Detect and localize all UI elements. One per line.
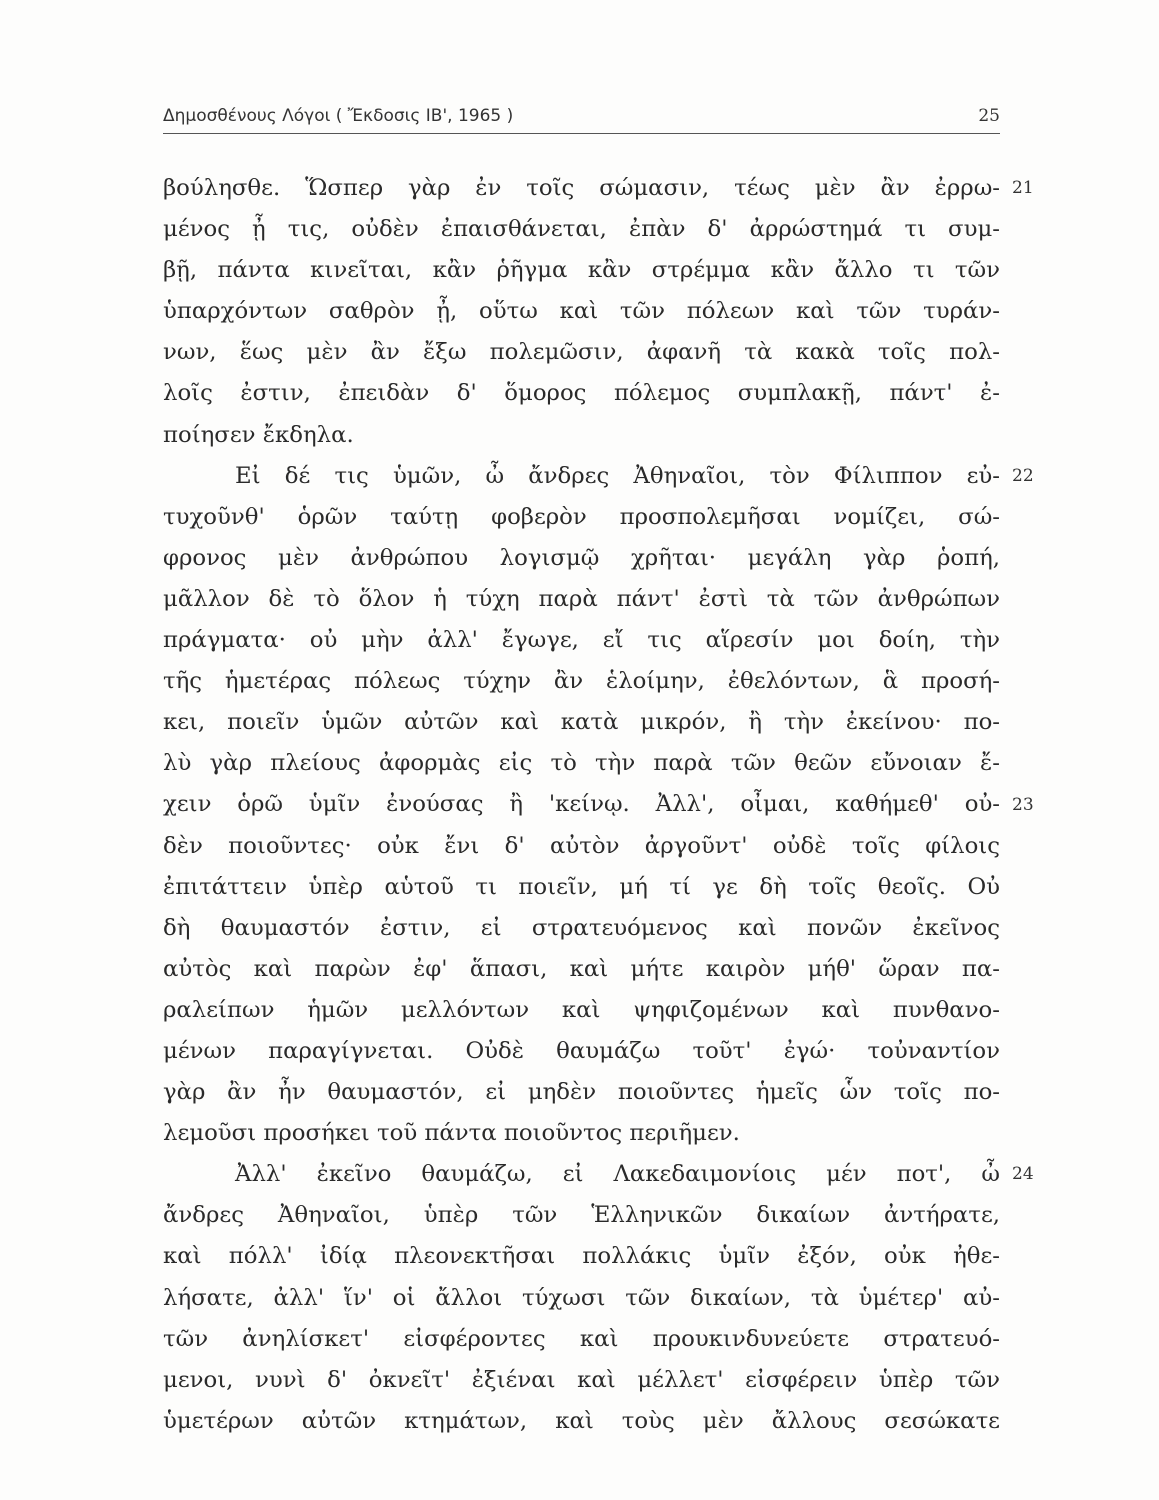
text-line: τῶν ἀνηλίσκετ' εἰσφέροντες καὶ προυκινδυνεύετε στρατευό- xyxy=(163,1325,1000,1352)
text-line: Ἀλλ' ἐκεῖνο θαυμάζω, εἰ Λακεδαιμονίοις μέν ποτ', ὦ xyxy=(235,1161,1000,1188)
text-line: ραλείπων ἡμῶν μελλόντων καὶ ψηφιζομένων καὶ πυνθανο- xyxy=(163,996,1000,1023)
text-line: λὺ γὰρ πλείους ἀφορμὰς εἰς τὸ τὴν παρὰ τῶν θεῶν εὔνοιαν ἔ- xyxy=(163,750,1000,777)
section-number: 22 xyxy=(1012,465,1034,486)
running-title: Δημοσθένους Λόγοι ( Ἔκδοσις ΙΒ', 1965 ) xyxy=(163,106,514,126)
text-line: μᾶλλον δὲ τὸ ὅλον ἡ τύχη παρὰ πάντ' ἐστὶ τὰ τῶν ἀνθρώπων xyxy=(163,585,1000,612)
text-line: κει, ποιεῖν ὑμῶν αὐτῶν καὶ κατὰ μικρόν, ἢ τὴν ἐκείνου· πο- xyxy=(163,709,1000,736)
page-number: 25 xyxy=(978,106,1000,126)
text-line: μένος ᾖ τις, οὐδὲν ἐπαισθάνεται, ἐπὰν δ' ἀρρώστημά τι συμ- xyxy=(163,216,1000,243)
text-line: καὶ πόλλ' ἰδίᾳ πλεονεκτῆσαι πολλάκις ὑμῖν ἐξόν, οὐκ ἠθε- xyxy=(163,1243,1000,1270)
text-line: βούλησθε. Ὥσπερ γὰρ ἐν τοῖς σώμασιν, τέως μὲν ἂν ἐρρω- xyxy=(163,175,1000,201)
text-line: τῆς ἡμετέρας πόλεως τύχην ἂν ἑλοίμην, ἐθελόντων, ἃ προσή- xyxy=(163,668,1000,695)
text-line: ποίησεν ἔκδηλα. xyxy=(163,421,354,448)
text-line: μενοι, νυνὶ δ' ὀκνεῖτ' ἐξιέναι καὶ μέλλετ' εἰσφέρειν ὑπὲρ τῶν xyxy=(163,1366,1000,1393)
text-line: φρονος μὲν ἀνθρώπου λογισμῷ χρῆται· μεγάλη γὰρ ῥοπή, xyxy=(163,544,1000,571)
text-line: λοῖς ἐστιν, ἐπειδὰν δ' ὅμορος πόλεμος συμπλακῇ, πάντ' ἐ- xyxy=(163,380,1000,407)
text-line: γὰρ ἂν ἦν θαυμαστόν, εἰ μηδὲν ποιοῦντες ἡμεῖς ὧν τοῖς πο- xyxy=(163,1079,1000,1106)
text-line: πράγματα· οὐ μὴν ἀλλ' ἔγωγε, εἴ τις αἵρεσίν μοι δοίη, τὴν xyxy=(163,627,1000,654)
text-line: λεμοῦσι προσήκει τοῦ πάντα ποιοῦντος περιῆμεν. xyxy=(163,1120,740,1147)
text-line: μένων παραγίγνεται. Οὐδὲ θαυμάζω τοῦτ' ἐγώ· τοὐναντίον xyxy=(163,1037,1000,1064)
text-line: ὑμετέρων αὐτῶν κτημάτων, καὶ τοὺς μὲν ἄλλους σεσώκατε xyxy=(163,1407,1000,1434)
section-number: 23 xyxy=(1012,794,1034,815)
section-number: 24 xyxy=(1012,1164,1034,1185)
text-line: ἐπιτάττειν ὑπὲρ αὑτοῦ τι ποιεῖν, μή τί γε δὴ τοῖς θεοῖς. Οὐ xyxy=(163,873,1000,900)
text-line: αὐτὸς καὶ παρὼν ἐφ' ἅπασι, καὶ μήτε καιρὸν μήθ' ὥραν πα- xyxy=(163,955,1000,982)
text-line: βῇ, πάντα κινεῖται, κἂν ῥῆγμα κἂν στρέμμα κἂν ἄλλο τι τῶν xyxy=(163,257,1000,284)
text-line: ὑπαρχόντων σαθρὸν ᾖ, οὕτω καὶ τῶν πόλεων καὶ τῶν τυράν- xyxy=(163,298,1000,325)
body-text xyxy=(163,168,1034,1442)
text-line: τυχοῦνθ' ὁρῶν ταύτῃ φοβερὸν προσπολεμῆσαι νομίζει, σώ- xyxy=(163,503,1000,530)
text-line: Εἰ δέ τις ὑμῶν, ὦ ἄνδρες Ἀθηναῖοι, τὸν Φίλιππον εὐ- xyxy=(235,462,1000,489)
text-line: δὲν ποιοῦντες· οὐκ ἔνι δ' αὐτὸν ἀργοῦντ' οὐδὲ τοῖς φίλοις xyxy=(163,832,1000,859)
text-line: λήσατε, ἀλλ' ἵν' οἱ ἄλλοι τύχωσι τῶν δικαίων, τὰ ὑμέτερ' αὐ- xyxy=(163,1284,1000,1311)
text-line: νων, ἕως μὲν ἂν ἔξω πολεμῶσιν, ἀφανῆ τὰ κακὰ τοῖς πολ- xyxy=(163,339,1000,366)
running-header xyxy=(163,102,1000,130)
section-number: 21 xyxy=(1012,178,1034,198)
header-rule xyxy=(163,133,1000,134)
text-line: δὴ θαυμαστόν ἐστιν, εἰ στρατευόμενος καὶ πονῶν ἐκεῖνος xyxy=(163,914,1000,941)
text-line: χειν ὁρῶ ὑμῖν ἐνούσας ἢ 'κείνῳ. Ἀλλ', οἶμαι, καθήμεθ' οὐ- xyxy=(163,791,1000,818)
text-line: ἄνδρες Ἀθηναῖοι, ὑπὲρ τῶν Ἑλληνικῶν δικαίων ἀντήρατε, xyxy=(163,1202,1000,1229)
